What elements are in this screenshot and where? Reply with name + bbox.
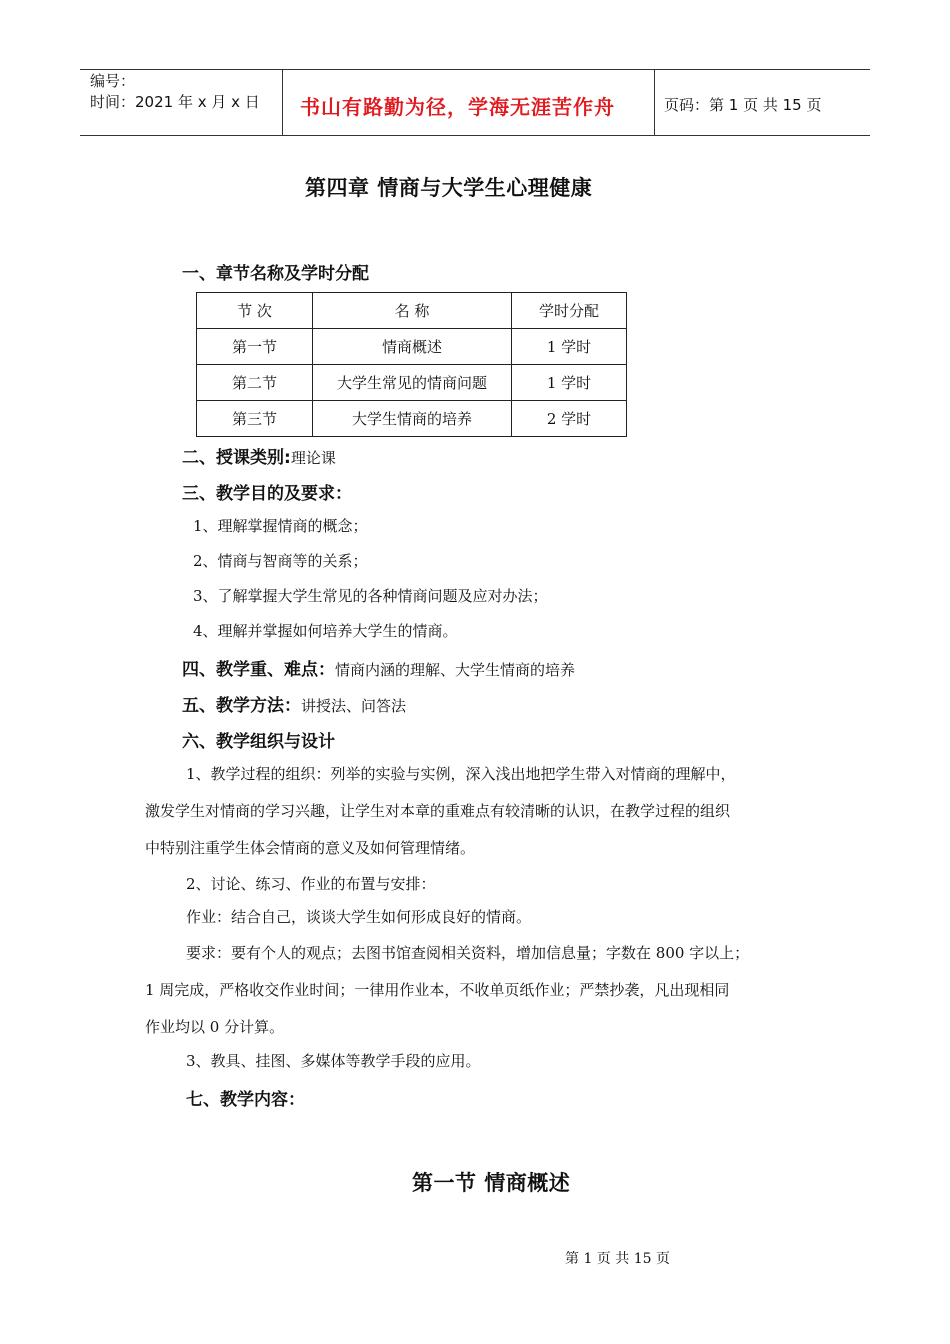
paragraph-line: 作业均以 0 分计算。 (145, 1018, 285, 1036)
table-cell: 1 学时 (512, 365, 627, 401)
table-header-row (197, 293, 627, 329)
chapter-title: 第四章 情商与大学生心理健康 (305, 176, 593, 200)
section-2-heading: 二、授课类别: (182, 448, 291, 468)
table-header-cell: 学时分配 (512, 293, 627, 329)
objective-item: 2、情商与智商等的关系； (193, 552, 368, 570)
section-5-line (182, 691, 406, 716)
table-cell: 第二节 (197, 365, 313, 401)
section-4-heading: 四、教学重、难点： (182, 660, 335, 680)
paragraph-line: 要求：要有个人的观点；去图书馆查阅相关资料，增加信息量；字数在 800 字以上； (186, 944, 750, 962)
objective-item: 3、了解掌握大学生常见的各种情商问题及应对办法； (193, 587, 548, 605)
table-cell: 第一节 (197, 329, 313, 365)
paragraph-line: 激发学生对情商的学习兴趣，让学生对本章的重难点有较清晰的认识，在教学过程的组织 (145, 802, 731, 820)
table-row (197, 329, 627, 365)
section-5-text: 讲授法、问答法 (301, 697, 407, 715)
section-2-text: 理论课 (290, 449, 336, 467)
header-bottom-rule (80, 135, 870, 136)
hours-allocation-table (196, 292, 627, 437)
section-3-heading: 三、教学目的及要求： (182, 484, 352, 504)
paragraph-line: 2、讨论、练习、作业的布置与安排： (186, 875, 436, 893)
header-divider-left (282, 69, 283, 136)
table-row (197, 365, 627, 401)
table-cell: 第三节 (197, 401, 313, 437)
document-number-label: 编号： (90, 72, 136, 90)
section-title: 第一节 情商概述 (412, 1171, 571, 1195)
document-date-label: 时间：2021 年 x 月 x 日 (90, 93, 260, 111)
section-7-heading: 七、教学内容： (186, 1090, 305, 1110)
table-cell: 情商概述 (313, 329, 512, 365)
table-cell: 大学生情商的培养 (313, 401, 512, 437)
section-1-heading: 一、章节名称及学时分配 (182, 264, 369, 284)
section-4-text: 情商内涵的理解、大学生情商的培养 (335, 661, 576, 679)
paragraph-line: 1 周完成，严格收交作业时间；一律用作业本，不收单页纸作业；严禁抄袭，凡出现相同 (145, 981, 730, 999)
table-cell: 大学生常见的情商问题 (313, 365, 512, 401)
section-2-line (182, 443, 336, 468)
page-footer: 第 1 页 共 15 页 (565, 1251, 670, 1267)
section-4-line (182, 655, 575, 680)
paragraph-line: 中特别注重学生体会情商的意义及如何管理情绪。 (145, 839, 476, 857)
header-motto: 书山有路勤为径，学海无涯苦作舟 (300, 95, 615, 119)
section-5-heading: 五、教学方法： (182, 696, 301, 716)
paragraph-line: 1、教学过程的组织：列举的实验与实例，深入浅出地把学生带入对情商的理解中， (186, 765, 736, 783)
table-row (197, 401, 627, 437)
header-top-rule (80, 69, 870, 70)
header-page-label: 页码：第 1 页 共 15 页 (664, 96, 822, 114)
table-cell: 2 学时 (512, 401, 627, 437)
paragraph-line: 作业：结合自己，谈谈大学生如何形成良好的情商。 (186, 908, 532, 926)
table-cell: 1 学时 (512, 329, 627, 365)
paragraph-line: 3、教具、挂图、多媒体等教学手段的应用。 (186, 1052, 481, 1070)
header-divider-right (654, 69, 655, 136)
objective-item: 4、理解并掌握如何培养大学生的情商。 (193, 622, 458, 640)
table-header-cell: 名 称 (313, 293, 512, 329)
section-6-heading: 六、教学组织与设计 (182, 732, 335, 752)
table-header-cell: 节 次 (197, 293, 313, 329)
objective-item: 1、理解掌握情商的概念； (193, 517, 368, 535)
